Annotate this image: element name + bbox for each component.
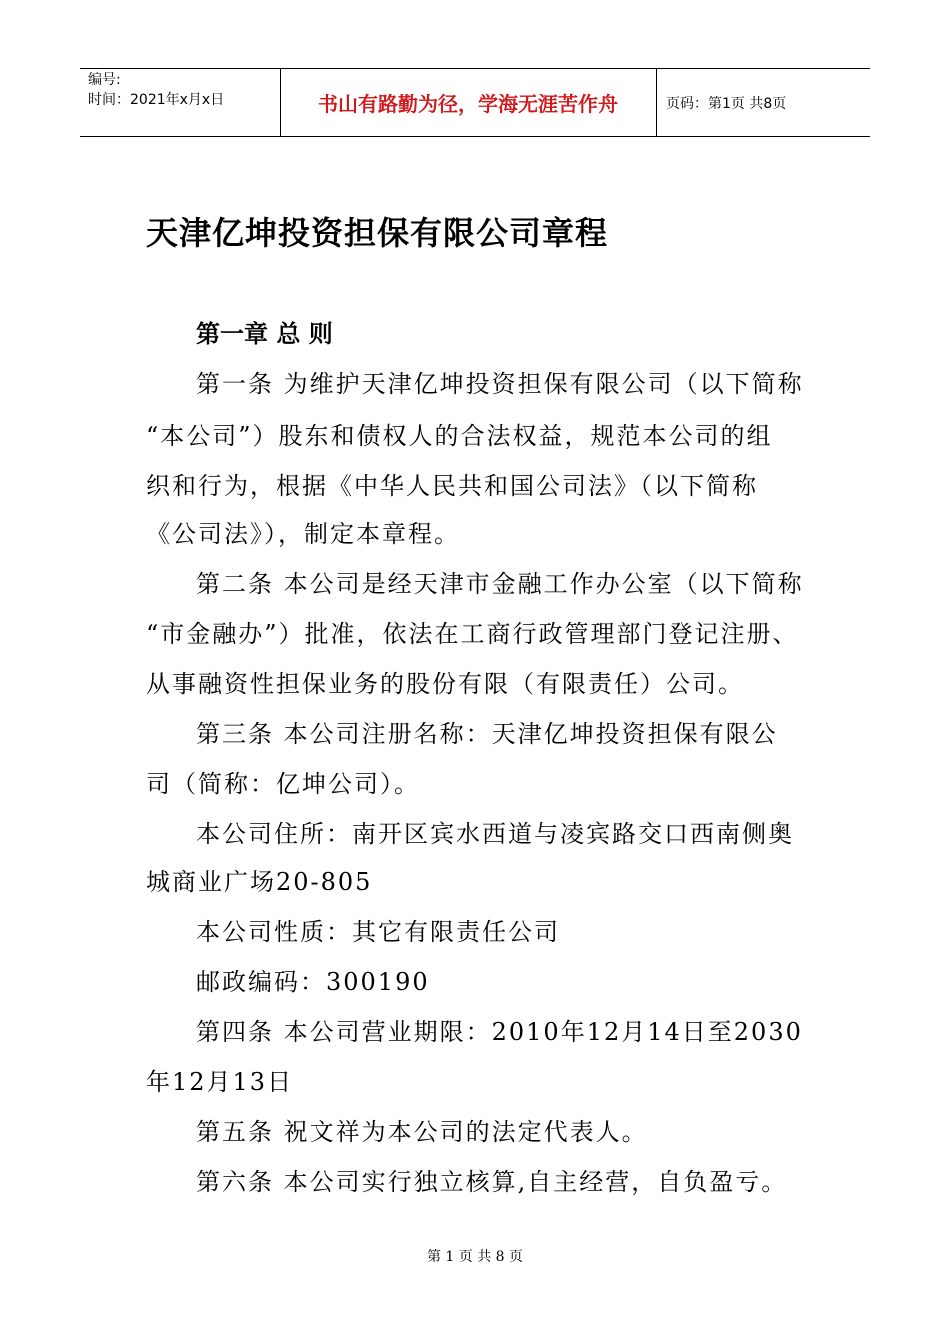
body-line: 本公司性质：其它有限责任公司 (196, 918, 560, 946)
body-line: 第五条 祝文祥为本公司的法定代表人。 (196, 1118, 648, 1146)
body-line: “市金融办”）批准，依法在工商行政管理部门登记注册、 (146, 620, 799, 648)
body-line: 第六条 本公司实行独立核算,自主经营，自负盈亏。 (196, 1168, 788, 1196)
body-line: “本公司”）股东和债权人的合法权益，规范本公司的组 (146, 422, 773, 450)
header-number-label: 编号: (88, 72, 121, 88)
header-date-label: 时间：2021年x月x日 (88, 92, 225, 108)
header-divider-left (280, 68, 281, 136)
body-line: 第三条 本公司注册名称：天津亿坤投资担保有限公 (196, 720, 778, 748)
body-line: 本公司住所：南开区宾水西道与凌宾路交口西南侧奥 (196, 820, 794, 848)
body-line: 司（简称：亿坤公司）。 (146, 770, 420, 798)
body-line: 第二条 本公司是经天津市金融工作办公室（以下简称 (196, 570, 804, 598)
body-line: 第四条 本公司营业期限：2010年12月14日至2030 (196, 1018, 803, 1046)
body-line: 第一条 为维护天津亿坤投资担保有限公司（以下简称 (196, 370, 804, 398)
body-line: 邮政编码：300190 (196, 968, 430, 996)
body-line: 《公司法》），制定本章程。 (146, 520, 460, 548)
body-line: 织和行为，根据《中华人民共和国公司法》（以下简称 (146, 472, 758, 500)
header-bottom-rule (80, 136, 870, 137)
body-line: 年12月13日 (146, 1068, 294, 1096)
chapter-heading: 第一章 总 则 (196, 320, 333, 348)
header-top-rule (80, 68, 870, 69)
body-line: 从事融资性担保业务的股份有限（有限责任）公司。 (146, 670, 744, 698)
header-divider-right (656, 68, 657, 136)
document-title: 天津亿坤投资担保有限公司章程 (146, 214, 609, 252)
page-footer: 第 1 页 共 8 页 (426, 1249, 524, 1265)
header-motto: 书山有路勤为径，学海无涯苦作舟 (318, 92, 618, 116)
header-page-info: 页码：第1页 共8页 (666, 96, 787, 112)
body-line: 城商业广场20-805 (146, 868, 373, 896)
